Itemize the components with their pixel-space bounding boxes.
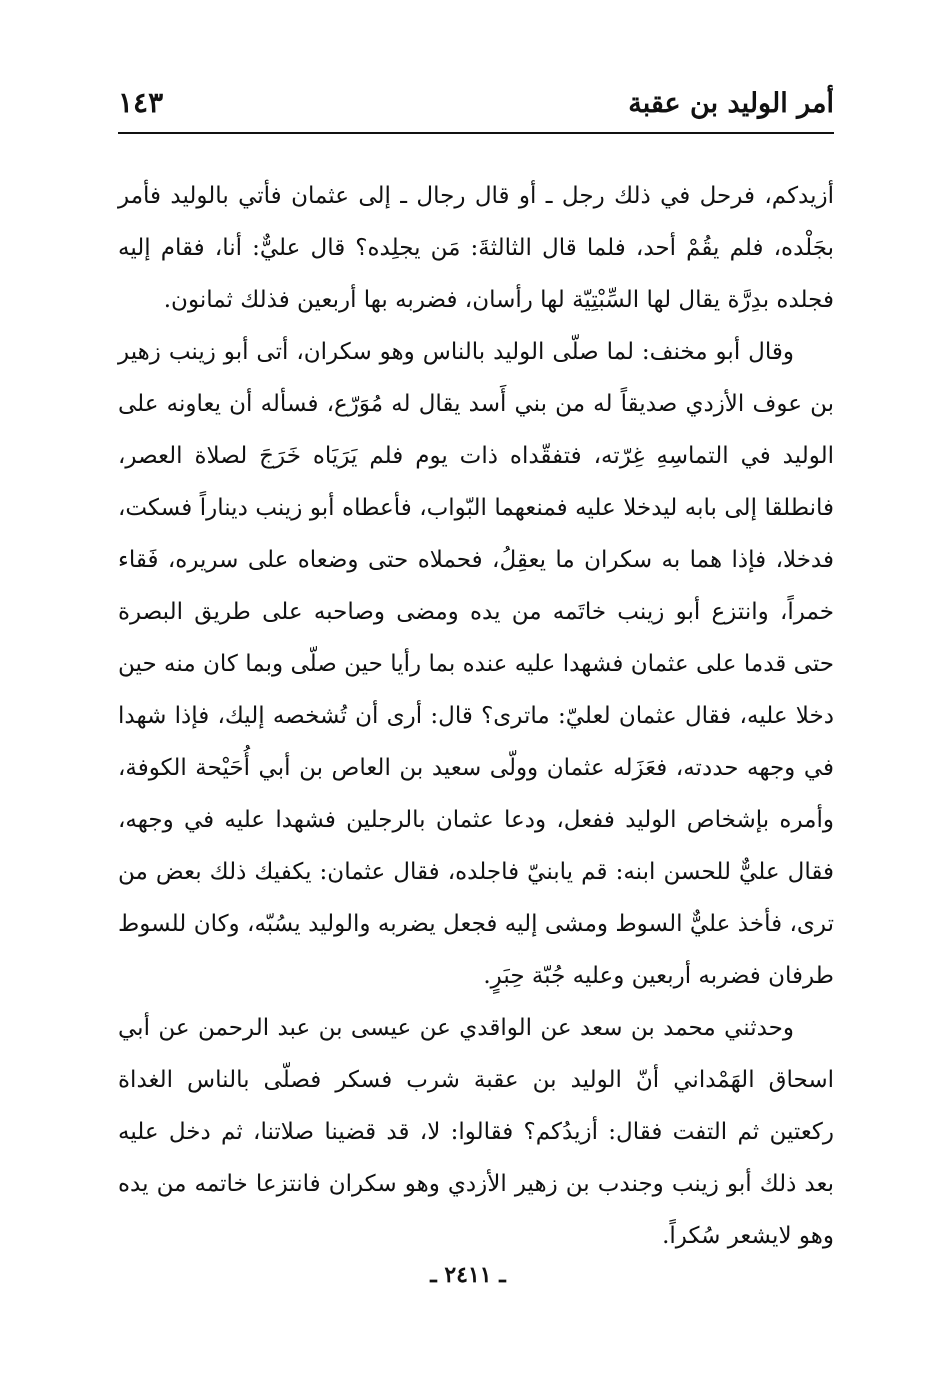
paragraph-waqidi: وحدثني محمد بن سعد عن الواقدي عن عيسى بن عبد الرحمن عن أبي اسحاق الهَمْداني أنّ الوليد بن عقبة شرب فسكر فصلّى بالناس الغداة ركعتين ثم التفت فقال: أزيدُكم؟ فقالوا: لا، قد قضينا صلاتنا، ثم دخل عليه بعد ذلك أبو زينب وجندب بن زهير الأزدي وهو سكران فانتزعا خاتمه من يده وهو لايشعر سُكراً. — [118, 1015, 834, 1249]
paragraph-abu-mikhnaf: وقال أبو مخنف: لما صلّى الوليد بالناس وهو سكران، أتى أبو زينب زهير بن عوف الأزدي صديقاً له من بني أَسد يقال له مُوَرّع، فسأله أن يعاونه على الوليد في التماسِهِ غِرّته، فتفقّداه ذات يوم فلم يَرَيَاه خَرَجَ لصلاة العصر، فانطلقا إلى بابه ليدخلا عليه فمنعهما البّواب، فأعطاه أبو زينب ديناراً فسكت، فدخلا، فإذا هما به سكران ما يعقِلُ، فحملاه حتى وضعاه على سريره، فَقاء خمراً، وانتزع أبو زينب خاتَمه من يده ومضى وصاحبه على طريق البصرة حتى قدما على عثمان فشهدا عليه عنده بما رأيا حين صلّى وبما كان منه حين دخلا عليه، فقال عثمان لعليّ: ماترى؟ قال: أرى أن تُشخصه إليك، فإذا شهدا في وجهه حددته، فعَزَله عثمان وولّى سعيد بن العاص بن أبي أُحَيْحة الكوفة، وأمره بإشخاص الوليد ففعل، ودعا عثمان بالرجلين فشهدا عليه في وجهه، فقال عليٌّ للحسن ابنه: قم يابنيّ فاجلده، فقال عثمان: يكفيك ذلك بعض من ترى، فأخذ عليٌّ السوط ومشى إليه فجعل يضربه والوليد يسُبّه، وكان للسوط طرفان فضربه أربعين وعليه جُبّة حِبَرٍ. — [118, 339, 834, 989]
paragraph-continuation: أزيدكم، فرحل في ذلك رجل ـ أو قال رجال ـ إلى عثمان فأتي بالوليد فأمر بجَلْده، فلم يقُمْ أحد، فلما قال الثالثةَ: مَن يجلِده؟ قال عليٌّ: أنا، فقام إليه فجلده بدِرَّة يقال لها السِّبْتِيّة لها رأسان، فضربه بها أربعين فذلك ثمانون. — [118, 183, 835, 313]
running-title: أمر الوليد بن عقبة — [628, 88, 834, 119]
footer-page-number: ـ ٢٤١١ ـ — [430, 1262, 506, 1288]
page-header — [118, 80, 834, 130]
header-rule — [118, 132, 834, 134]
page-number: ١٤٣ — [118, 86, 164, 119]
body-text — [118, 170, 834, 1262]
